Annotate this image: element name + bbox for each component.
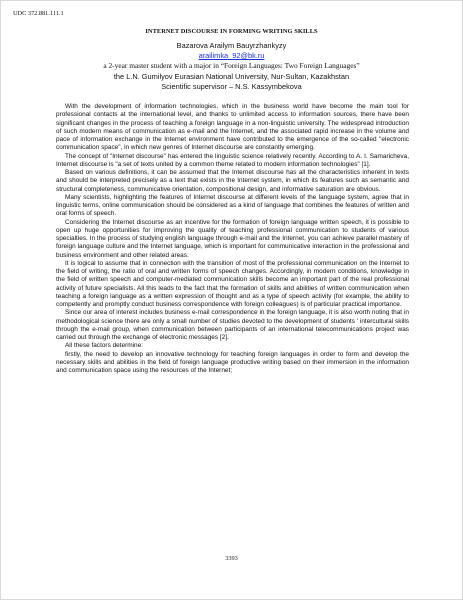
paragraph: Many scientists, highlighting the features of Internet discourse at different levels of the language system, agree that in linguistic terms, online communication should be considered as a kind of language that combines the features of written and oral forms of speech. bbox=[56, 193, 409, 218]
paper-body bbox=[56, 103, 409, 375]
paragraph: Based on various definitions, it can be assumed that the Internet discourse has all the characteristics inherent in texts and should be interpreted precisely as a text that exists in the Internet system, in which its features such as semantic and structural completeness, communicative orientation, compositional design, and informative saturation are obvious. bbox=[56, 169, 409, 193]
paragraph: All these factors determine: bbox=[65, 342, 144, 350]
paragraph: Considering the Internet discourse as an incentive for the formation of foreign language written speech, it is possible to open up huge opportunities for improving the quality of teaching professional communication to students of various specialties. In the process of studying english language through e-mail and the Internet, you can achieve parallel mastery of foreign language culture and the Internet language, which is important for communicative interaction in the professional and business environment and other related areas. bbox=[56, 218, 409, 259]
author-affiliation-program: a 2-year master student with a major in “Foreign Languages: Two Foreign Languages” bbox=[103, 61, 360, 71]
paragraph: With the development of information technologies, which in the business world have become the main tool for professional contacts at the international level, and thanks to unlimited access to information sources, there have been significant changes in the process of teaching a foreign language in a non-linguistic university. The widespread introduction of such modern means of communication as e-mail and the Internet, and the associated rapid increase in the volume and pace of information exchange in the Internet environment have contributed to the emergence of the so-called "electronic communication space", in which new genres of Internet discourse are constantly emerging. bbox=[56, 103, 409, 152]
paragraph: firstly, the need to develop an innovative technology for teaching foreign languages in order to form and develop the necessary skills and abilities in the field of foreign language productive writing based on their immersion in the information and communication space using the resources of the Internet; bbox=[56, 350, 409, 374]
author-block bbox=[1, 41, 462, 92]
paper-title: INTERNET DISCOURSE IN FORMING WRITING SKILLS bbox=[145, 28, 318, 35]
paragraph: Since our area of interest includes business e-mail correspondence in the foreign language, it is also worth noting that in methodological science there are only a small number of studies devoted to the development of students ' intercultural skills through the e-mail group, when communication between participants of an international telecommunications project was carried out through the exchange of electronic messages [2]. bbox=[56, 309, 409, 341]
udc-code: UDC 372.881.111.1 bbox=[13, 10, 64, 17]
page-number: 3393 bbox=[225, 555, 238, 562]
author-email-link[interactable]: arailimka_92@bk.ru bbox=[198, 51, 265, 61]
paragraph: It is logical to assume that in connection with the transition of most of the professional communication on the Internet to the field of writing, the ratio of oral and written forms of speech changes. Accordingly, in modern conditions, knowledge in the field of written speech and computer-mediated communication skills become an important part of the real professional activity of future specialists. All this leads to the fact that the formation of skills and abilities of written communication when teaching a foreign language as a written expression of thought and as a type of speech activity (for example, the ability to competently and promptly conduct business correspondence with foreign colleagues) is of particular practical importance. bbox=[56, 259, 409, 308]
author-affiliation-university: the L.N. Gumilyov Eurasian National University, Nur-Sultan, Kazakhstan bbox=[113, 71, 350, 81]
scientific-supervisor: Scientific supervisor – N.S. Kassymbekova bbox=[161, 81, 302, 91]
author-name: Bazarova Arailym Bauyrzhankyzy bbox=[176, 41, 287, 50]
paragraph: The concept of "Internet discourse" has entered the linguistic science relatively recently. According to A. I. Samaricheva, Internet discourse is "a set of texts united by a common theme related to modern information technologies" [1]. bbox=[56, 152, 409, 168]
